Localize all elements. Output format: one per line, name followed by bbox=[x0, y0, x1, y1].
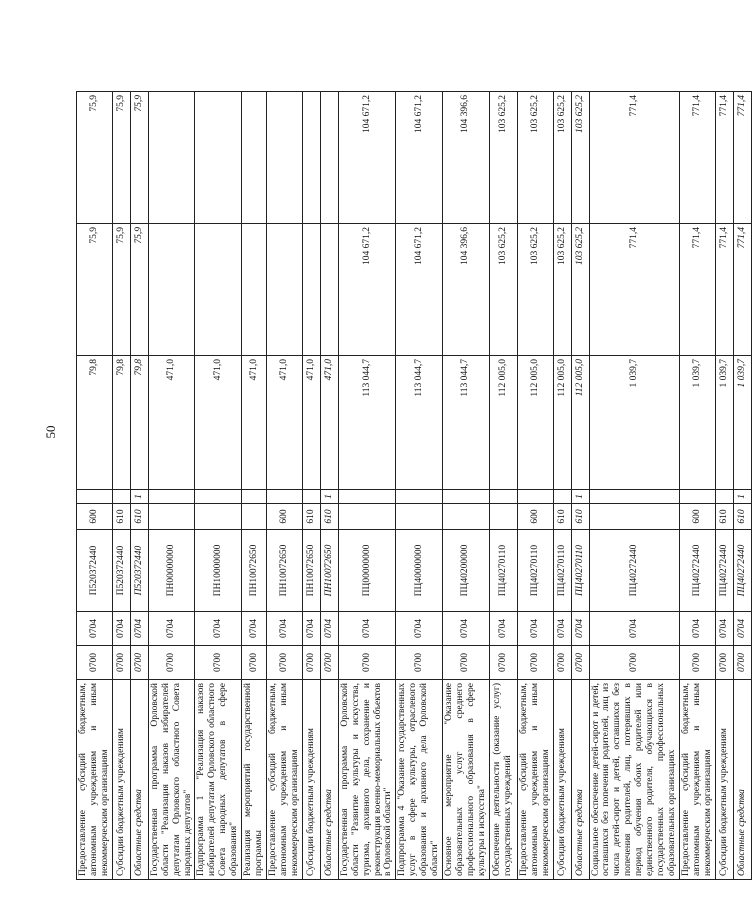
amount-year-3: 104 671,2 bbox=[338, 92, 396, 224]
subsection-code: 0704 bbox=[112, 612, 130, 646]
amount-year-3: 75,9 bbox=[130, 92, 148, 224]
section-code: 0700 bbox=[679, 646, 715, 680]
amount-year-3: 75,9 bbox=[77, 92, 113, 224]
amount-year-3 bbox=[148, 92, 195, 224]
target-article-code: ПН10072650 bbox=[266, 530, 302, 612]
section-code: 0700 bbox=[302, 646, 320, 680]
section-code: 0700 bbox=[320, 646, 338, 680]
subsection-code: 0704 bbox=[302, 612, 320, 646]
subsection-code: 0704 bbox=[679, 612, 715, 646]
subsection-code: 0704 bbox=[148, 612, 195, 646]
budget-table-wrapper bbox=[76, 92, 747, 880]
amount-year-3: 75,9 bbox=[112, 92, 130, 224]
amount-year-3: 104 671,2 bbox=[396, 92, 443, 224]
budget-table-body bbox=[77, 92, 752, 880]
target-article-code: ПЦ40272440 bbox=[679, 530, 715, 612]
amount-year-1: 471,0 bbox=[266, 356, 302, 490]
amount-year-1: 471,0 bbox=[242, 356, 267, 490]
amount-year-1: 113 044,7 bbox=[443, 356, 490, 490]
amount-year-3: 771,4 bbox=[733, 92, 751, 224]
table-row bbox=[443, 92, 490, 880]
amount-year-3: 103 625,2 bbox=[553, 92, 571, 224]
page-number: 50 bbox=[43, 425, 58, 439]
target-article-code: ПН10000000 bbox=[195, 530, 242, 612]
table-row bbox=[242, 92, 267, 880]
amount-year-2 bbox=[302, 224, 320, 356]
source-mark bbox=[443, 490, 490, 504]
section-code: 0700 bbox=[396, 646, 443, 680]
amount-year-2: 771,4 bbox=[733, 224, 751, 356]
source-mark bbox=[77, 490, 113, 504]
subsection-code: 0704 bbox=[517, 612, 553, 646]
amount-year-2: 103 625,2 bbox=[553, 224, 571, 356]
target-article-code: ПН00000000 bbox=[148, 530, 195, 612]
amount-year-3: 771,4 bbox=[679, 92, 715, 224]
target-article-code: ПЦ40270110 bbox=[571, 530, 589, 612]
target-article-code: ПН10072650 bbox=[242, 530, 267, 612]
expense-type-code bbox=[195, 504, 242, 530]
row-name: Предоставление субсидий бюджетным, автономным учреждениям и иным некоммерческим организациям bbox=[679, 680, 715, 880]
amount-year-1: 1 039,7 bbox=[589, 356, 679, 490]
row-name: Областные средства bbox=[320, 680, 338, 880]
row-name: Предоставление субсидий бюджетным, автономным учреждениям и иным некоммерческим организациям bbox=[266, 680, 302, 880]
table-row bbox=[553, 92, 571, 880]
table-row bbox=[112, 92, 130, 880]
source-mark: 1 bbox=[130, 490, 148, 504]
source-mark bbox=[195, 490, 242, 504]
source-mark bbox=[302, 490, 320, 504]
table-row bbox=[489, 92, 517, 880]
source-mark: 1 bbox=[571, 490, 589, 504]
amount-year-2: 771,4 bbox=[715, 224, 733, 356]
source-mark bbox=[679, 490, 715, 504]
section-code: 0700 bbox=[589, 646, 679, 680]
amount-year-1: 79,8 bbox=[112, 356, 130, 490]
expense-type-code: 610 bbox=[553, 504, 571, 530]
table-row bbox=[571, 92, 589, 880]
table-row bbox=[715, 92, 733, 880]
source-mark bbox=[517, 490, 553, 504]
amount-year-3 bbox=[320, 92, 338, 224]
amount-year-2 bbox=[195, 224, 242, 356]
expense-type-code: 600 bbox=[77, 504, 113, 530]
amount-year-2: 104 396,6 bbox=[443, 224, 490, 356]
amount-year-3: 771,4 bbox=[715, 92, 733, 224]
target-article-code: ПЦ40272440 bbox=[589, 530, 679, 612]
table-row bbox=[266, 92, 302, 880]
amount-year-1: 1 039,7 bbox=[733, 356, 751, 490]
table-row bbox=[517, 92, 553, 880]
source-mark: 1 bbox=[733, 490, 751, 504]
table-row bbox=[679, 92, 715, 880]
expense-type-code: 600 bbox=[679, 504, 715, 530]
amount-year-1: 113 044,7 bbox=[338, 356, 396, 490]
subsection-code: 0704 bbox=[589, 612, 679, 646]
subsection-code: 0704 bbox=[77, 612, 113, 646]
expense-type-code bbox=[148, 504, 195, 530]
row-name: Субсидии бюджетным учреждениям bbox=[715, 680, 733, 880]
subsection-code: 0704 bbox=[553, 612, 571, 646]
expense-type-code bbox=[589, 504, 679, 530]
subsection-code: 0704 bbox=[242, 612, 267, 646]
section-code: 0700 bbox=[489, 646, 517, 680]
amount-year-1: 471,0 bbox=[302, 356, 320, 490]
table-row bbox=[320, 92, 338, 880]
expense-type-code: 610 bbox=[571, 504, 589, 530]
row-name: Областные средства bbox=[130, 680, 148, 880]
amount-year-2: 75,9 bbox=[112, 224, 130, 356]
section-code: 0700 bbox=[195, 646, 242, 680]
amount-year-2: 103 625,2 bbox=[489, 224, 517, 356]
amount-year-1: 112 005,0 bbox=[571, 356, 589, 490]
source-mark bbox=[396, 490, 443, 504]
source-mark bbox=[242, 490, 267, 504]
amount-year-2: 75,9 bbox=[77, 224, 113, 356]
amount-year-2: 771,4 bbox=[679, 224, 715, 356]
subsection-code: 0704 bbox=[266, 612, 302, 646]
section-code: 0700 bbox=[443, 646, 490, 680]
amount-year-1: 112 005,0 bbox=[489, 356, 517, 490]
section-code: 0700 bbox=[266, 646, 302, 680]
expense-type-code bbox=[443, 504, 490, 530]
amount-year-1: 471,0 bbox=[148, 356, 195, 490]
row-name: Предоставление субсидий бюджетным, автономным учреждениям и иным некоммерческим организациям bbox=[77, 680, 113, 880]
row-name: Реализация мероприятий государственной программы bbox=[242, 680, 267, 880]
amount-year-1: 112 005,0 bbox=[517, 356, 553, 490]
expense-type-code: 610 bbox=[715, 504, 733, 530]
amount-year-1: 471,0 bbox=[320, 356, 338, 490]
section-code: 0700 bbox=[77, 646, 113, 680]
subsection-code: 0704 bbox=[715, 612, 733, 646]
expense-type-code: 610 bbox=[302, 504, 320, 530]
section-code: 0700 bbox=[242, 646, 267, 680]
row-name: Областные средства bbox=[571, 680, 589, 880]
table-row bbox=[589, 92, 679, 880]
target-article-code: ПЦ40272440 bbox=[715, 530, 733, 612]
target-article-code: П520372440 bbox=[77, 530, 113, 612]
section-code: 0700 bbox=[517, 646, 553, 680]
amount-year-2: 104 671,2 bbox=[338, 224, 396, 356]
amount-year-3: 103 625,2 bbox=[571, 92, 589, 224]
amount-year-3 bbox=[195, 92, 242, 224]
subsection-code: 0704 bbox=[320, 612, 338, 646]
amount-year-1: 112 005,0 bbox=[553, 356, 571, 490]
row-name: Предоставление субсидий бюджетным, автономным учреждениям и иным некоммерческим организациям bbox=[517, 680, 553, 880]
table-row bbox=[77, 92, 113, 880]
row-name: Государственная программа Орловской области "Реализация наказов избирателей депутатам Орловского областного Совета народных депутатов" bbox=[148, 680, 195, 880]
table-row bbox=[130, 92, 148, 880]
amount-year-1: 1 039,7 bbox=[715, 356, 733, 490]
amount-year-3: 103 625,2 bbox=[517, 92, 553, 224]
expense-type-code: 610 bbox=[320, 504, 338, 530]
subsection-code: 0704 bbox=[195, 612, 242, 646]
source-mark bbox=[489, 490, 517, 504]
subsection-code: 0704 bbox=[489, 612, 517, 646]
amount-year-3 bbox=[242, 92, 267, 224]
table-row bbox=[302, 92, 320, 880]
expense-type-code bbox=[396, 504, 443, 530]
expense-type-code: 610 bbox=[130, 504, 148, 530]
section-code: 0700 bbox=[571, 646, 589, 680]
section-code: 0700 bbox=[338, 646, 396, 680]
amount-year-2 bbox=[242, 224, 267, 356]
amount-year-1: 471,0 bbox=[195, 356, 242, 490]
expense-type-code bbox=[489, 504, 517, 530]
row-name: Обеспечение деятельности (оказание услуг) государственных учреждений bbox=[489, 680, 517, 880]
table-row bbox=[148, 92, 195, 880]
subsection-code: 0704 bbox=[443, 612, 490, 646]
amount-year-1: 1 039,7 bbox=[679, 356, 715, 490]
target-article-code: ПЦ40200000 bbox=[443, 530, 490, 612]
amount-year-2: 104 671,2 bbox=[396, 224, 443, 356]
expense-type-code: 600 bbox=[517, 504, 553, 530]
expense-type-code: 610 bbox=[733, 504, 751, 530]
table-row bbox=[338, 92, 396, 880]
amount-year-2 bbox=[320, 224, 338, 356]
subsection-code: 0704 bbox=[733, 612, 751, 646]
row-name: Подпрограмма 1 "Реализация наказов избирателей депутатам Орловского областного Совета народных депутатов в сфере образования" bbox=[195, 680, 242, 880]
amount-year-1: 79,8 bbox=[130, 356, 148, 490]
subsection-code: 0704 bbox=[338, 612, 396, 646]
expense-type-code bbox=[242, 504, 267, 530]
expense-type-code bbox=[338, 504, 396, 530]
row-name: Подпрограмма 4 "Оказание государственных услуг в сфере культуры, отраслевого образования и архивного дела Орловской области" bbox=[396, 680, 443, 880]
amount-year-2: 103 625,2 bbox=[571, 224, 589, 356]
target-article-code: ПЦ40270110 bbox=[489, 530, 517, 612]
row-name: Областные средства bbox=[733, 680, 751, 880]
amount-year-3 bbox=[302, 92, 320, 224]
amount-year-2: 75,9 bbox=[130, 224, 148, 356]
amount-year-2 bbox=[266, 224, 302, 356]
section-code: 0700 bbox=[733, 646, 751, 680]
amount-year-2 bbox=[148, 224, 195, 356]
target-article-code: ПН10072650 bbox=[302, 530, 320, 612]
target-article-code: ПЦ40272440 bbox=[733, 530, 751, 612]
source-mark bbox=[338, 490, 396, 504]
amount-year-3 bbox=[266, 92, 302, 224]
target-article-code: ПЦ40270110 bbox=[517, 530, 553, 612]
source-mark bbox=[266, 490, 302, 504]
expense-type-code: 610 bbox=[112, 504, 130, 530]
section-code: 0700 bbox=[112, 646, 130, 680]
row-name: Государственная программа Орловской области "Развитие культуры и искусства, туризма, архивного дела, сохранение и реконструкция военно-мемориальных объектов в Орловской области" bbox=[338, 680, 396, 880]
subsection-code: 0704 bbox=[130, 612, 148, 646]
table-row bbox=[396, 92, 443, 880]
table-row bbox=[733, 92, 751, 880]
amount-year-3: 104 396,6 bbox=[443, 92, 490, 224]
amount-year-1: 113 044,7 bbox=[396, 356, 443, 490]
subsection-code: 0704 bbox=[571, 612, 589, 646]
source-mark bbox=[589, 490, 679, 504]
expense-type-code: 600 bbox=[266, 504, 302, 530]
subsection-code: 0704 bbox=[396, 612, 443, 646]
section-code: 0700 bbox=[130, 646, 148, 680]
budget-table bbox=[76, 91, 752, 880]
source-mark bbox=[715, 490, 733, 504]
amount-year-2: 771,4 bbox=[589, 224, 679, 356]
source-mark bbox=[148, 490, 195, 504]
row-name: Субсидии бюджетным учреждениям bbox=[302, 680, 320, 880]
amount-year-3: 771,4 bbox=[589, 92, 679, 224]
source-mark: 1 bbox=[320, 490, 338, 504]
target-article-code: ПЦ40270110 bbox=[553, 530, 571, 612]
row-name: Основное мероприятие "Оказание образовательных услуг среднего профессионального образования в сфере культуры и искусства" bbox=[443, 680, 490, 880]
row-name: Субсидии бюджетным учреждениям bbox=[112, 680, 130, 880]
source-mark bbox=[553, 490, 571, 504]
amount-year-1: 79,8 bbox=[77, 356, 113, 490]
source-mark bbox=[112, 490, 130, 504]
target-article-code: П520372440 bbox=[130, 530, 148, 612]
section-code: 0700 bbox=[148, 646, 195, 680]
amount-year-2: 103 625,2 bbox=[517, 224, 553, 356]
target-article-code: ПЦ00000000 bbox=[338, 530, 396, 612]
row-name: Субсидии бюджетным учреждениям bbox=[553, 680, 571, 880]
row-name: Социальное обеспечение детей-сирот и детей, оставшихся без попечения родителей, лиц из числа детей-сирот и детей, оставшихся без попечения родителей, лиц, потерявших в период обучения обоих родителей или единственного родителя, обучающихся в государственных профессиональных образовательных организациях bbox=[589, 680, 679, 880]
section-code: 0700 bbox=[715, 646, 733, 680]
table-row bbox=[195, 92, 242, 880]
target-article-code: ПЦ40000000 bbox=[396, 530, 443, 612]
target-article-code: П520372440 bbox=[112, 530, 130, 612]
section-code: 0700 bbox=[553, 646, 571, 680]
target-article-code: ПН10072650 bbox=[320, 530, 338, 612]
amount-year-3: 103 625,2 bbox=[489, 92, 517, 224]
